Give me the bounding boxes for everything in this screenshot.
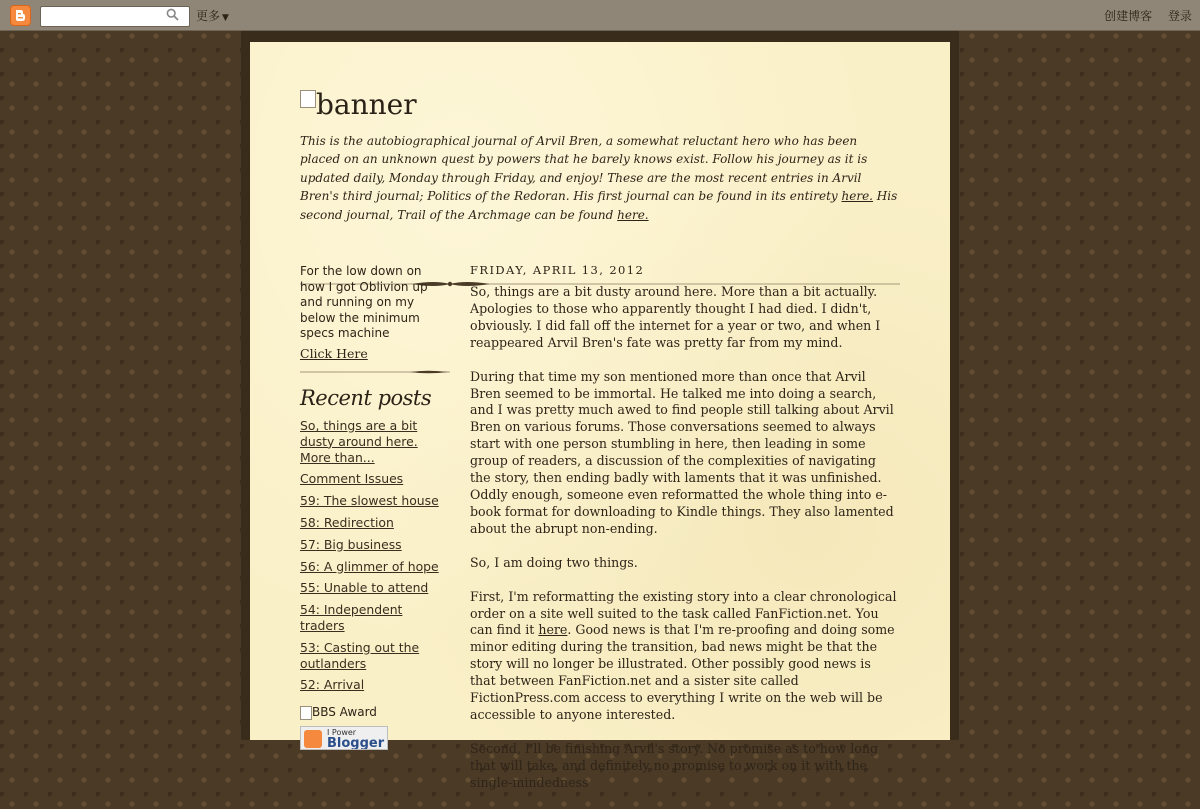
recent-post-link[interactable]: 53: Casting out the outlanders [300,639,420,671]
recent-posts-title: Recent posts [300,385,432,410]
recent-post-link[interactable]: So, things are a bit dusty around here. More than... [300,417,418,465]
post-paragraph: So, I am doing two things. [470,554,638,570]
main-post [470,263,900,809]
post-date: FRIDAY, APRIL 13, 2012 [470,263,645,277]
blogger-logo-icon [304,730,322,748]
login-link[interactable]: 登录 [1167,9,1192,23]
post-text: . Good news is that I'm re-proofing and doing some minor editing during the transition, bad news might be that the story will no longer be illustrated. Other possibly good news is that between FanFiction.net and a sister site called FictionPress.com access to everything I write on the web will be accessible to anyone interested. [470,622,895,722]
blogger-navbar [0,0,1200,31]
sidebar-intro-text: For the low down on how I got Oblivion up and running on my below the minimum specs machine [300,264,428,341]
recent-post-link[interactable]: 58: Redirection [300,514,394,530]
post-paragraph: During that time my son mentioned more than once that Arvil Bren seemed to be immortal. He talked me into doing a search, and I was pretty much awed to find people still talking about Arvil Bren on various forums. Those conversations seemed to always start with one person stumbling in here, then leading in some group of readers, a discussion of the complexities of navigating the story, then ending badly with laments that it was unfinished. Oddly enough, someone even reformatted the whole thing into e-book format for downloading to Kindle things. They also lamented about the abrupt non-ending. [470,368,894,536]
description-text-2: His second journal, Trail of the Archmage can be found [300,189,898,222]
recent-post-link[interactable]: 52: Arrival [300,677,365,693]
banner-image[interactable] [300,88,417,121]
recent-post-link[interactable]: 57: Big business [300,536,402,552]
more-menu-button[interactable] [196,7,229,24]
post-paragraph: Second, I'll be finishing Arvil's story. No promise as to how long that will take, and definitely no promise to work on it with the single-mindedness [470,740,879,790]
first-journal-link[interactable]: here. [841,189,873,204]
nav-right-links [1092,7,1192,24]
blog-page [250,42,950,790]
create-blog-link[interactable]: 创建博客 [1104,9,1153,23]
recent-post-link[interactable]: 59: The slowest house [300,493,439,509]
recent-post-link[interactable]: Comment Issues [300,471,404,487]
sidebar-divider [300,368,450,376]
search-icon[interactable] [166,8,179,21]
description-text-1: This is the autobiographical journal of Arvil Bren, a somewhat reluctant hero who has been placed on an unknown quest by powers that he barely knows exist. Follow his journey as it is updated daily, Monday through Friday, and enjoy! These are the most recent entries in Arvil Bren's third journal; Politics of the Redoran. His first journal can be found in its entirety [300,134,868,204]
bbs-award-image[interactable] [300,705,450,720]
banner-alt-text: banner [316,88,417,121]
powered-big-text: Blogger [327,735,385,750]
chevron-down-icon: ▼ [222,13,229,23]
broken-image-icon [300,706,312,720]
post-text: First, I'm reformatting the existing story into a clear chronological order on a site well suited to the task called FanFiction.net. You can find it [470,588,897,638]
blog-description [300,132,900,224]
powered-by-blogger-badge[interactable] [300,726,388,750]
recent-posts-list [300,418,450,693]
click-here-link[interactable]: Click Here [300,345,368,361]
post-paragraph: So, things are a bit dusty around here. More than a bit actually. Apologies to those who apparently thought I had died. I didn't, obviously. I did fall off the internet for a year or two, and when I reappeared Arvil Bren's fate was pretty far from my mind. [470,284,881,350]
fanfiction-link[interactable]: here [538,622,568,638]
recent-post-link[interactable]: 55: Unable to attend [300,580,429,596]
blogger-b-glyph [13,8,28,23]
recent-post-link[interactable]: 54: Independent traders [300,602,403,633]
blogger-logo-icon[interactable] [10,5,31,26]
second-journal-link[interactable]: here. [617,207,649,222]
recent-post-link[interactable]: 56: A glimmer of hope [300,558,439,574]
broken-image-icon [300,90,316,108]
more-menu-label: 更多 [196,9,221,23]
post-body [470,284,900,792]
award-alt-text: BBS Award [312,705,377,720]
powered-small-text: I Power [327,727,357,737]
sidebar [300,264,450,750]
post-paragraph [470,589,900,724]
